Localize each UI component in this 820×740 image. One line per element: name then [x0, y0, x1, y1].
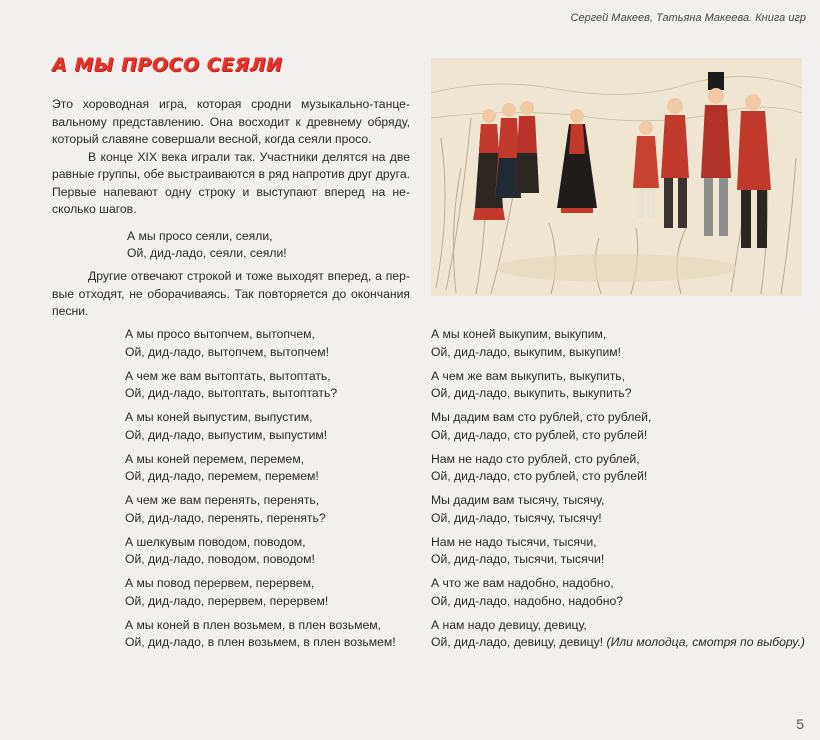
stanza — [431, 409, 805, 444]
verse-line: А шелкувым поводом, поводом, — [125, 534, 306, 549]
stanza — [125, 492, 396, 527]
verse-line: Нам не надо тысячи, тысячи, — [431, 534, 597, 549]
verse-line: Мы дадим вам сто рублей, сто рублей, — [431, 410, 652, 424]
song-left-column — [125, 326, 396, 658]
verse-line: А мы коней в плен возьмем, в плен возьмем, — [125, 617, 381, 632]
verse-line: Ой, дид-ладо, поводом, поводом! — [125, 552, 315, 566]
verse-line: Ой, дид-ладо, перенять, перенять? — [125, 510, 326, 525]
verse-line: А мы просо сеяли, сеяли, — [127, 228, 273, 243]
verse-line: Ой, дид-ладо, тысячи, тысячи! — [431, 552, 605, 566]
intro-verse — [127, 228, 410, 263]
verse-line: Ой, дид-ладо, надобно, надобно? — [431, 593, 624, 608]
verse-line: А что же вам надобно, надобно, — [431, 576, 614, 590]
stanza — [125, 534, 396, 569]
stanza — [431, 368, 805, 403]
stanza — [431, 575, 805, 610]
verse-line: Ой, дид-ладо, выпустим, выпустим! — [125, 427, 328, 442]
stanza — [431, 326, 805, 361]
stanza — [125, 409, 396, 444]
verse-line: Ой, дид-ладо, сто рублей, сто рублей! — [431, 469, 648, 483]
song-right-column — [431, 326, 805, 658]
page-number: 5 — [796, 716, 804, 732]
verse-line: А мы коней выпустим, выпустим, — [125, 410, 313, 424]
verse-line: А мы повод перервем, перервем, — [125, 576, 315, 590]
stanza — [431, 534, 805, 569]
stanza — [125, 326, 396, 361]
choice-note: (Или молодца, смотря по выбору.) — [606, 635, 805, 649]
verse-line: Ой, дид-ладо, выкупить, выкупить? — [431, 386, 632, 400]
after-paragraph: Другие отвечают строкой и тоже выходят вперед, а первые отходят, не оборачиваясь. Так повторяется до окончания песни. — [52, 269, 410, 318]
verse-line: А мы просо вытопчем, вытопчем, — [125, 327, 315, 341]
verse-line: Ой, дид-ладо, сеяли, сеяли! — [127, 246, 287, 260]
page-title: А МЫ ПРОСО СЕЯЛИ — [52, 54, 283, 76]
verse-line: Ой, дид-ладо, перервем, перервем! — [125, 593, 329, 608]
verse-line: А чем же вам перенять, перенять, — [125, 493, 320, 507]
folk-dance-scene — [431, 58, 802, 296]
intro-section — [52, 96, 410, 263]
verse-line — [431, 634, 805, 652]
verse-line: Ой, дид-ладо, сто рублей, сто рублей! — [431, 427, 648, 442]
verse-line: А нам надо девицу, девицу, — [431, 617, 587, 632]
verse-line: А чем же вам выкупить, выкупить, — [431, 368, 626, 383]
verse-line: А мы коней перемем, перемем, — [125, 451, 305, 466]
stanza — [431, 617, 805, 652]
stanza — [125, 368, 396, 403]
stanza — [125, 451, 396, 486]
intro-paragraph-1: Это хороводная игра, которая сродни музыкально-танцевальному представлению. Она восходит к древнему обряду, который славяне совершали весной, когда сеяли просо. — [52, 97, 410, 146]
verse-line: Ой, дид-ладо, выкупим, выкупим! — [431, 344, 622, 359]
verse-line: Ой, дид-ладо, вытоптать, вытоптать? — [125, 386, 338, 400]
stanza — [125, 617, 396, 652]
verse-line: Ой, дид-ладо, тысячу, тысячу! — [431, 510, 602, 525]
verse-line: А чем же вам вытоптать, вытоптать, — [125, 368, 331, 383]
verse-line: А мы коней выкупим, выкупим, — [431, 327, 607, 341]
folk-dance-illustration — [431, 58, 802, 296]
verse-line: Ой, дид-ладо, вытопчем, вытопчем! — [125, 344, 329, 359]
instructions-paragraph — [52, 268, 410, 321]
stanza — [431, 492, 805, 527]
stanza — [431, 451, 805, 486]
verse-line: Ой, дид-ладо, перемем, перемем! — [125, 469, 319, 483]
book-credit: Сергей Макеев, Татьяна Макеева. Книга игр — [570, 12, 806, 24]
verse-line: Мы дадим вам тысячу, тысячу, — [431, 493, 605, 507]
intro-paragraph-2: В конце XIX века играли так. Участники делятся на две равные группы, обе выстраиваются в ряд напротив друг друга. Первые напевают одну строку и выступают вперед на несколько шагов. — [52, 149, 410, 216]
verse-line: Ой, дид-ладо, в плен возьмем, в плен возьмем! — [125, 635, 396, 649]
verse-line: Нам не надо сто рублей, сто рублей, — [431, 451, 640, 466]
stanza — [125, 575, 396, 610]
verse-line-text: Ой, дид-ладо, девицу, девицу! — [431, 635, 604, 649]
